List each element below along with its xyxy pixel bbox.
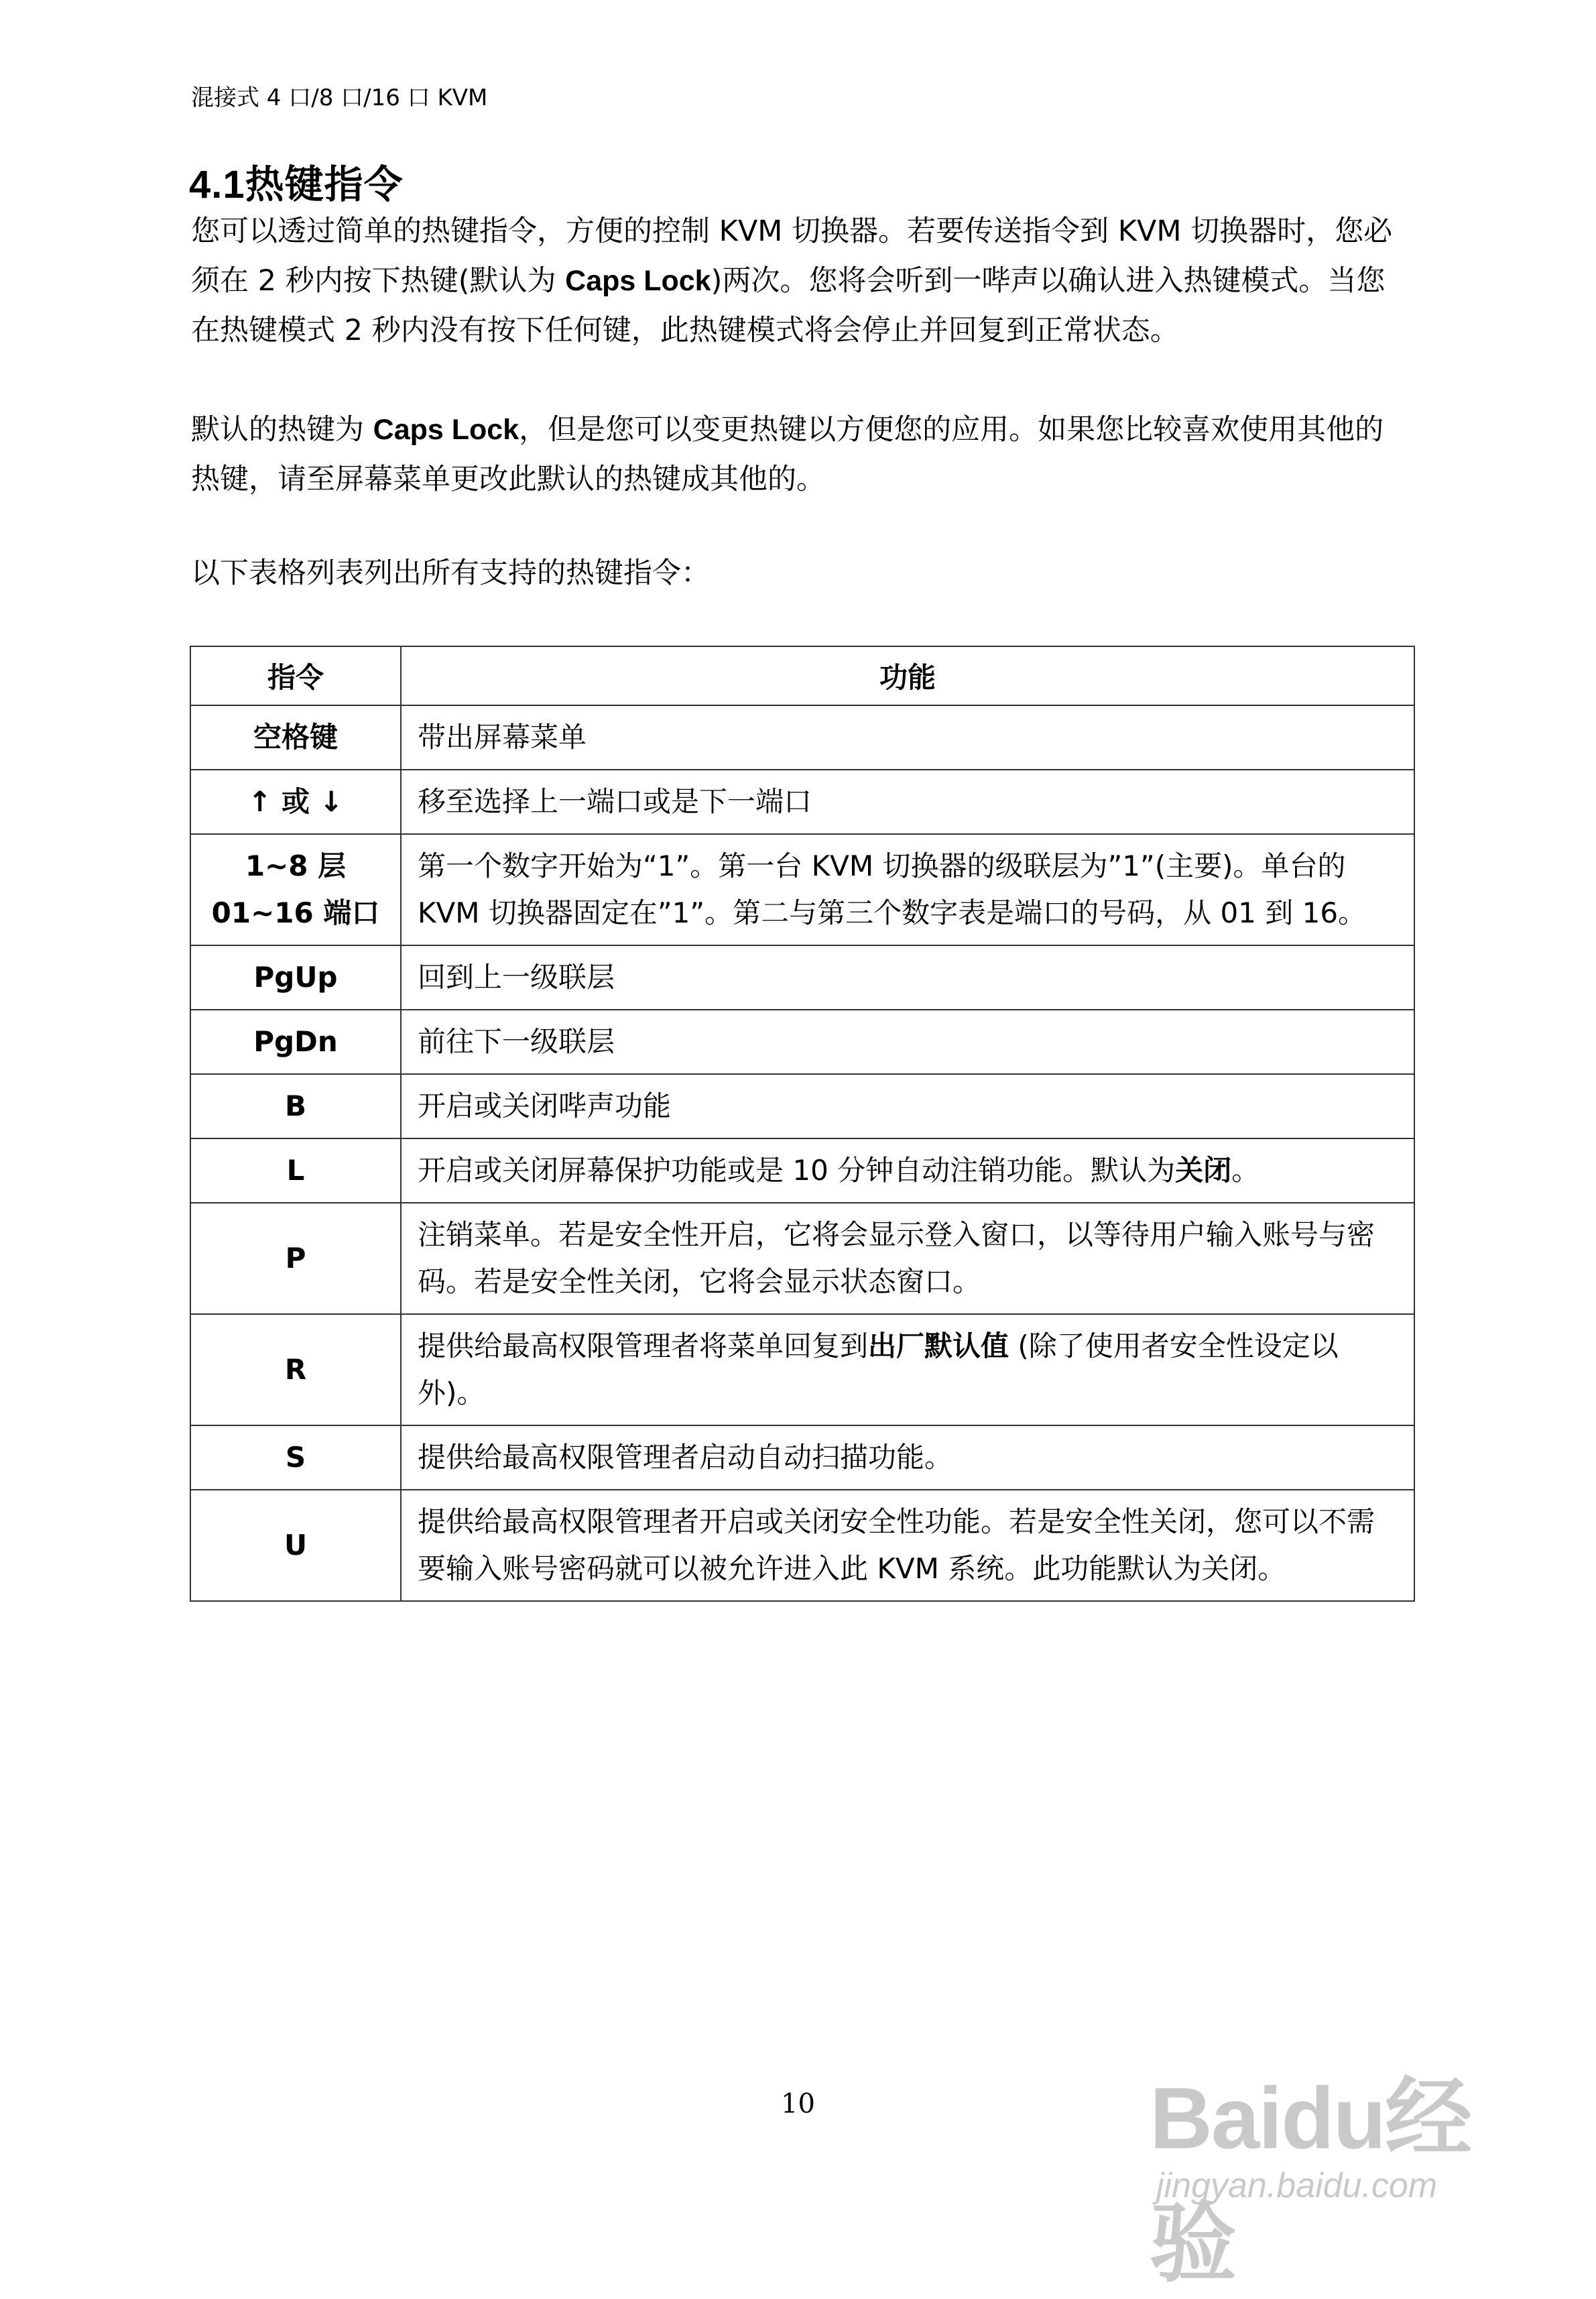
command-cell [190,1138,401,1203]
command-key: ↑ 或 ↓ [248,785,343,818]
table-row [190,1425,1414,1490]
baidu-jingyan-watermark [1150,2048,1525,2292]
function-text: (除了使用者安全性设定以外)。 [418,1330,1339,1409]
document-header: 混接式 4 口/8 口/16 口 KVM [191,84,488,111]
intro-text: 您可以透过简单的热键指令，方便的控制 KVM 切换器。若要传送指令到 KVM 切换器时，您必须在 2 秒内按下热键(默认为 [191,215,1393,298]
command-key: R [284,1353,307,1386]
function-cell [401,1203,1414,1314]
column-header-function: 功能 [401,646,1414,705]
table-row [190,1074,1414,1138]
command-cell [190,1490,401,1601]
watermark-logo: Baidu经验 [1150,2069,1471,2292]
function-text: 移至选择上一端口或是下一端口 [418,785,812,818]
command-key: 01~16 端口 [211,896,380,929]
command-key: 1~8 层 [245,849,347,882]
command-key: PgUp [253,961,338,994]
command-cell [190,834,401,945]
function-text: 回到上一级联层 [418,961,615,994]
function-cell [401,945,1414,1010]
table-row [190,1010,1414,1074]
command-cell [190,705,401,770]
intro-text [191,207,1411,355]
command-key: U [284,1529,308,1561]
table-row [190,945,1414,1010]
function-emphasis: 关闭 [1175,1155,1232,1186]
function-text: 开启或关闭屏幕保护功能或是 10 分钟自动注销功能。默认为 [418,1154,1176,1187]
hotkey-table [190,646,1415,1602]
command-cell [190,770,401,834]
function-text: 注销菜单。若是安全性开启，它将会显示登入窗口，以等待用户输入账号与密码。若是安全性关闭，它将会显示状态窗口。 [418,1218,1375,1298]
page-number: 10 [781,2088,815,2119]
function-cell [401,770,1414,834]
intro2-bold-text: Caps Lock [373,414,519,446]
watermark-url: jingyan.baidu.com [1156,2166,1438,2205]
intro2-text: 默认的热键为 [191,413,373,447]
command-cell [190,1010,401,1074]
default-hotkey-text [191,405,1411,504]
default-hotkey-paragraph [191,405,1411,504]
function-text: 开启或关闭哔声功能 [418,1089,672,1122]
section-title [189,153,404,209]
command-key: PgDn [253,1025,338,1058]
column-header-command: 指令 [190,646,401,705]
function-text: 带出屏幕菜单 [418,721,587,754]
command-key: P [285,1242,306,1275]
table-row [190,1314,1414,1425]
command-cell [190,1203,401,1314]
command-cell [190,945,401,1010]
function-emphasis: 出厂默认值 [868,1330,1009,1362]
command-cell [190,1074,401,1138]
function-cell [401,1074,1414,1138]
intro-text: )两次。您将会听到一哔声以确认进入热键模式。当您在热键模式 2 秒内没有按下任何键，此热键模式将会停止并回复到正常状态。 [191,264,1386,347]
command-cell [190,1314,401,1425]
function-cell [401,1490,1414,1601]
table-header-row [190,646,1414,705]
hotkey-table-body [190,705,1414,1601]
command-cell [190,1425,401,1490]
table-row [190,1138,1414,1203]
table-intro: 以下表格列表列出所有支持的热键指令： [191,556,710,590]
table-row [190,705,1414,770]
function-text: 。 [1231,1154,1260,1187]
section-title-text: 热键指令 [245,162,404,207]
function-cell [401,1138,1414,1203]
function-cell [401,1425,1414,1490]
function-cell [401,705,1414,770]
command-key: S [285,1441,306,1474]
table-row [190,834,1414,945]
table-row [190,770,1414,834]
intro-bold-text: Caps Lock [565,265,711,297]
function-text: 第一个数字开始为“1”。第一台 KVM 切换器的级联层为”1”(主要)。单台的 KVM 切换器固定在”1”。第二与第三个数字表是端口的号码，从 01 到 16。 [418,849,1367,929]
function-cell [401,834,1414,945]
function-cell [401,1010,1414,1074]
command-key: 空格键 [253,721,338,754]
function-text: 提供给最高权限管理者启动自动扫描功能。 [418,1441,953,1474]
section-number: 4.1 [189,163,245,207]
function-text: 前往下一级联层 [418,1025,615,1058]
intro2-text: ，但是您可以变更热键以方便您的应用。如果您比较喜欢使用其他的热键，请至屏幕菜单更改此默认的热键成其他的。 [191,413,1384,496]
table-row [190,1203,1414,1314]
function-cell [401,1314,1414,1425]
function-text: 提供给最高权限管理者开启或关闭安全性功能。若是安全性关闭，您可以不需要输入账号密码就可以被允许进入此 KVM 系统。此功能默认为关闭。 [418,1505,1375,1585]
table-row [190,1490,1414,1601]
command-key: L [286,1154,305,1187]
intro-paragraph [191,207,1411,355]
command-key: B [284,1089,306,1122]
function-text: 提供给最高权限管理者将菜单回复到 [418,1330,869,1362]
